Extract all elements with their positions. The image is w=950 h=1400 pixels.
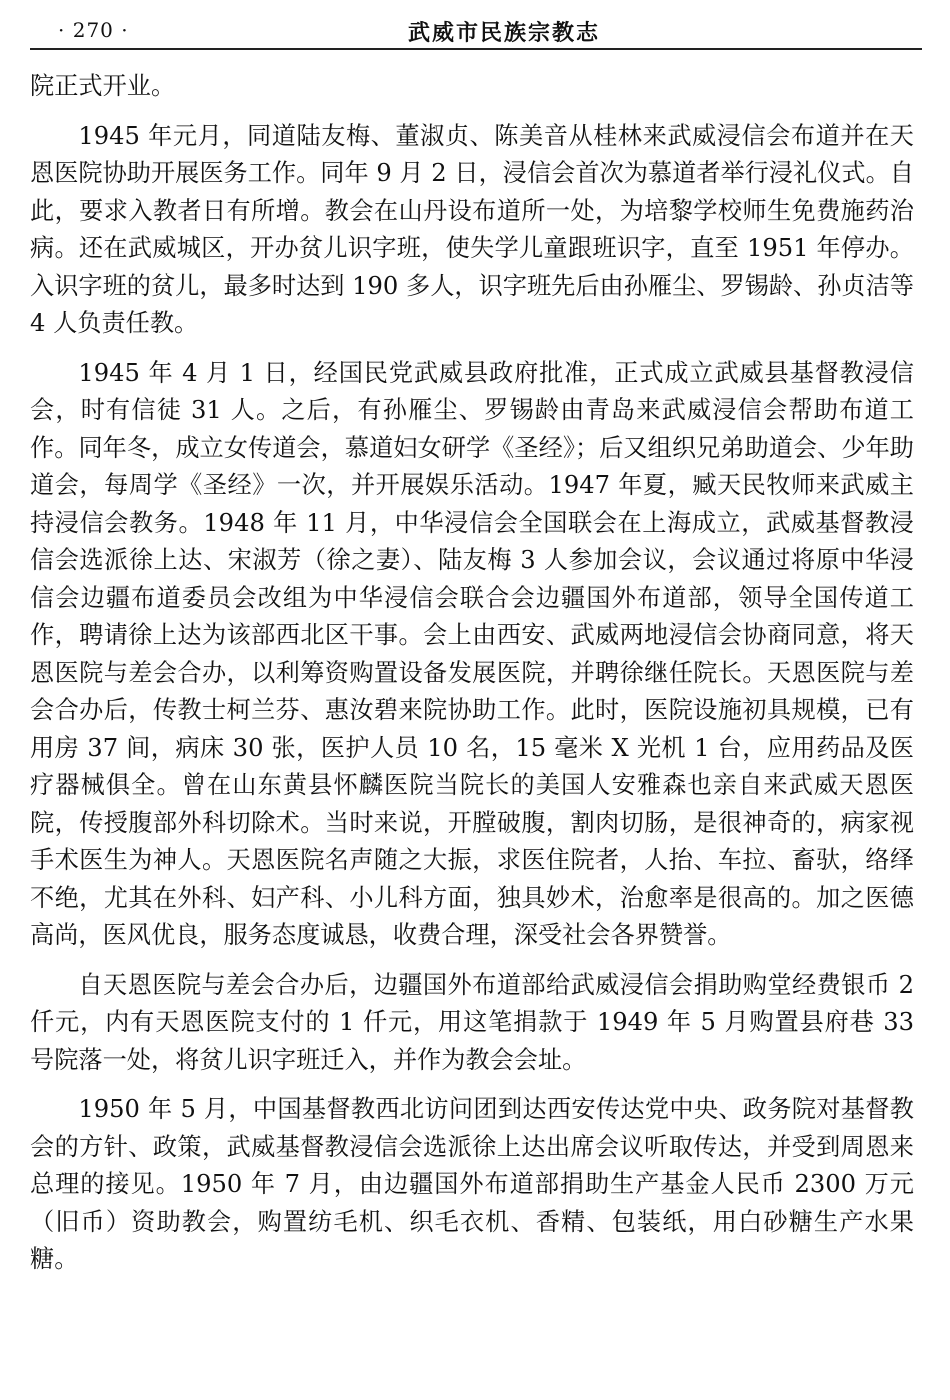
paragraph: 1945 年元月，同道陆友梅、董淑贞、陈美音从桂林来武威浸信会布道并在天恩医院协助开展医务工作。同年 9 月 2 日，浸信会首次为慕道者举行浸礼仪式。自此，要求入教者日有所增。教会在山丹设布道所一处，为培黎学校师生免费施药治病。还在武威城区，开办贫儿识字班，使失学儿童跟班识字，直至 1951 年停办。入识字班的贫儿，最多时达到 190 多人，识字班先后由孙雁尘、罗锡龄、孙贞洁等 4 人负责任教。 [30, 121, 914, 337]
paragraph: 1950 年 5 月，中国基督教西北访问团到达西安传达党中央、政务院对基督教会的方针、政策，武威基督教浸信会选派徐上达出席会议听取传达，并受到周恩来总理的接见。1950 年 7 月，由边疆国外布道部捐助生产基金人民币 2300 万元（旧币）资助教会，购置纺毛机、织毛衣机、香精、包装纸，用白砂糖生产水果糖。 [30, 1095, 914, 1273]
body-text [30, 68, 914, 1291]
page-number: · 270 · [58, 18, 129, 42]
page-header [30, 16, 922, 50]
paragraph: 1945 年 4 月 1 日，经国民党武威县政府批准，正式成立武威县基督教浸信会，时有信徒 31 人。之后，有孙雁尘、罗锡龄由青岛来武威浸信会帮助布道工作。同年冬，成立女传道会，慕道妇女研学《圣经》；后又组织兄弟助道会、少年助道会，每周学《圣经》一次，并开展娱乐活动。1947 年夏，臧天民牧师来武威主持浸信会教务。1948 年 11 月，中华浸信会全国联会在上海成立，武威基督教浸信会选派徐上达、宋淑芳（徐之妻）、陆友梅 3 人参加会议，会议通过将原中华浸信会边疆布道委员会改组为中华浸信会联合会边疆国外布道部，领导全国传道工作，聘请徐上达为该部西北区干事。会上由西安、武威两地浸信会协商同意，将天恩医院与差会合办，以利筹资购置设备发展医院，并聘徐继任院长。天恩医院与差会合办后，传教士柯兰芬、惠汝碧来院协助工作。此时，医院设施初具规模，已有用房 37 间，病床 30 张，医护人员 10 名，15 毫米 X 光机 1 台，应用药品及医疗器械俱全。曾在山东黄县怀麟医院当院长的美国人安雅森也亲自来武威天恩医院，传授腹部外科切除术。当时来说，开膛破腹，割肉切肠，是很神奇的，病家视手术医生为神人。天恩医院名声随之大振，求医住院者，人抬、车拉、畜驮，络绎不绝，尤其在外科、妇产科、小儿科方面，独具妙术，治愈率是很高的。加之医德高尚，医风优良，服务态度诚恳，收费合理，深受社会各界赞誉。 [30, 358, 914, 949]
paragraph: 自天恩医院与差会合办后，边疆国外布道部给武威浸信会捐助购堂经费银币 2 仟元，内有天恩医院支付的 1 仟元，用这笔捐款于 1949 年 5 月购置县府巷 33 号院落一处，将贫儿识字班迁入，并作为教会会址。 [30, 970, 914, 1074]
paragraph-continuation: 院正式开业。 [30, 72, 176, 100]
book-title: 武威市民族宗教志 [408, 20, 601, 46]
